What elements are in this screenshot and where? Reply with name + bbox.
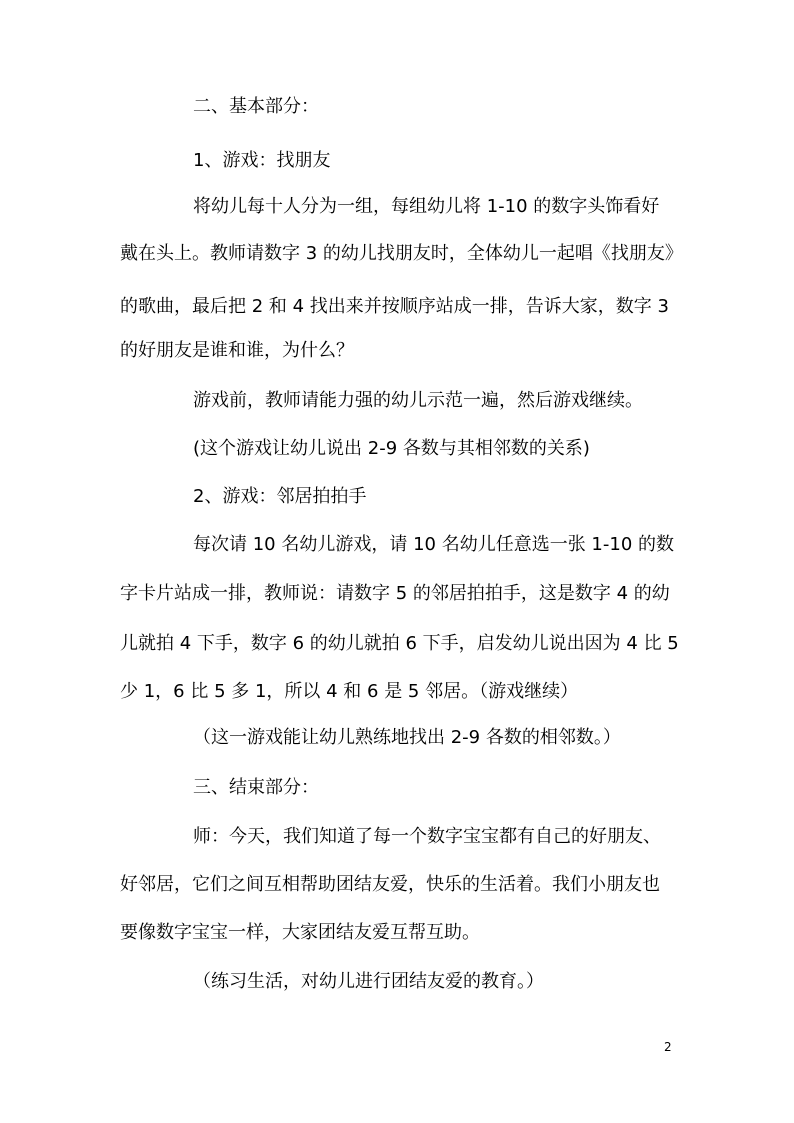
note-line: (这个游戏让幼儿说出 2-9 各数与其相邻数的关系) (193, 438, 590, 459)
paragraph-line: 师：今天，我们知道了每一个数字宝宝都有自己的好朋友、 (193, 826, 661, 847)
paragraph-line: 将幼儿每十人分为一组，每组幼儿将 1-10 的数字头饰看好 (193, 196, 660, 217)
paragraph-line: 好邻居，它们之间互相帮助团结友爱，快乐的生活着。我们小朋友也 (120, 874, 660, 895)
note-line: （这一游戏能让幼儿熟练地找出 2-9 各数的相邻数。） (193, 727, 621, 748)
paragraph-line: 戴在头上。教师请数字 3 的幼儿找朋友时，全体幼儿一起唱《找朋友》 (120, 243, 683, 264)
paragraph-line: 每次请 10 名幼儿游戏，请 10 名幼儿任意选一张 1-10 的数 (193, 534, 674, 555)
game-title-neighbors-clap: 2、游戏：邻居拍拍手 (193, 486, 367, 507)
paragraph-line: 的好朋友是谁和谁，为什么？ (120, 340, 354, 361)
paragraph-line: 要像数字宝宝一样，大家团结友爱互帮互助。 (120, 922, 480, 943)
paragraph-line: 的歌曲，最后把 2 和 4 找出来并按顺序站成一排，告诉大家，数字 3 (120, 296, 669, 317)
heading-ending-part: 三、结束部分： (193, 777, 319, 798)
paragraph-line: 儿就拍 4 下手，数字 6 的幼儿就拍 6 下手，启发幼儿说出因为 4 比 5 (120, 633, 679, 654)
paragraph-line: 字卡片站成一排，教师说：请数字 5 的邻居拍拍手，这是数字 4 的幼 (120, 583, 670, 604)
page-number: 2 (664, 1040, 672, 1054)
paragraph-line: 少 1，6 比 5 多 1，所以 4 和 6 是 5 邻居。（游戏继续） (120, 681, 579, 702)
heading-basic-part: 二、基本部分： (193, 96, 319, 117)
paragraph-line: 游戏前，教师请能力强的幼儿示范一遍，然后游戏继续。 (193, 390, 643, 411)
game-title-find-friends: 1、游戏：找朋友 (193, 150, 331, 171)
note-line: （练习生活，对幼儿进行团结友爱的教育。） (193, 971, 544, 992)
